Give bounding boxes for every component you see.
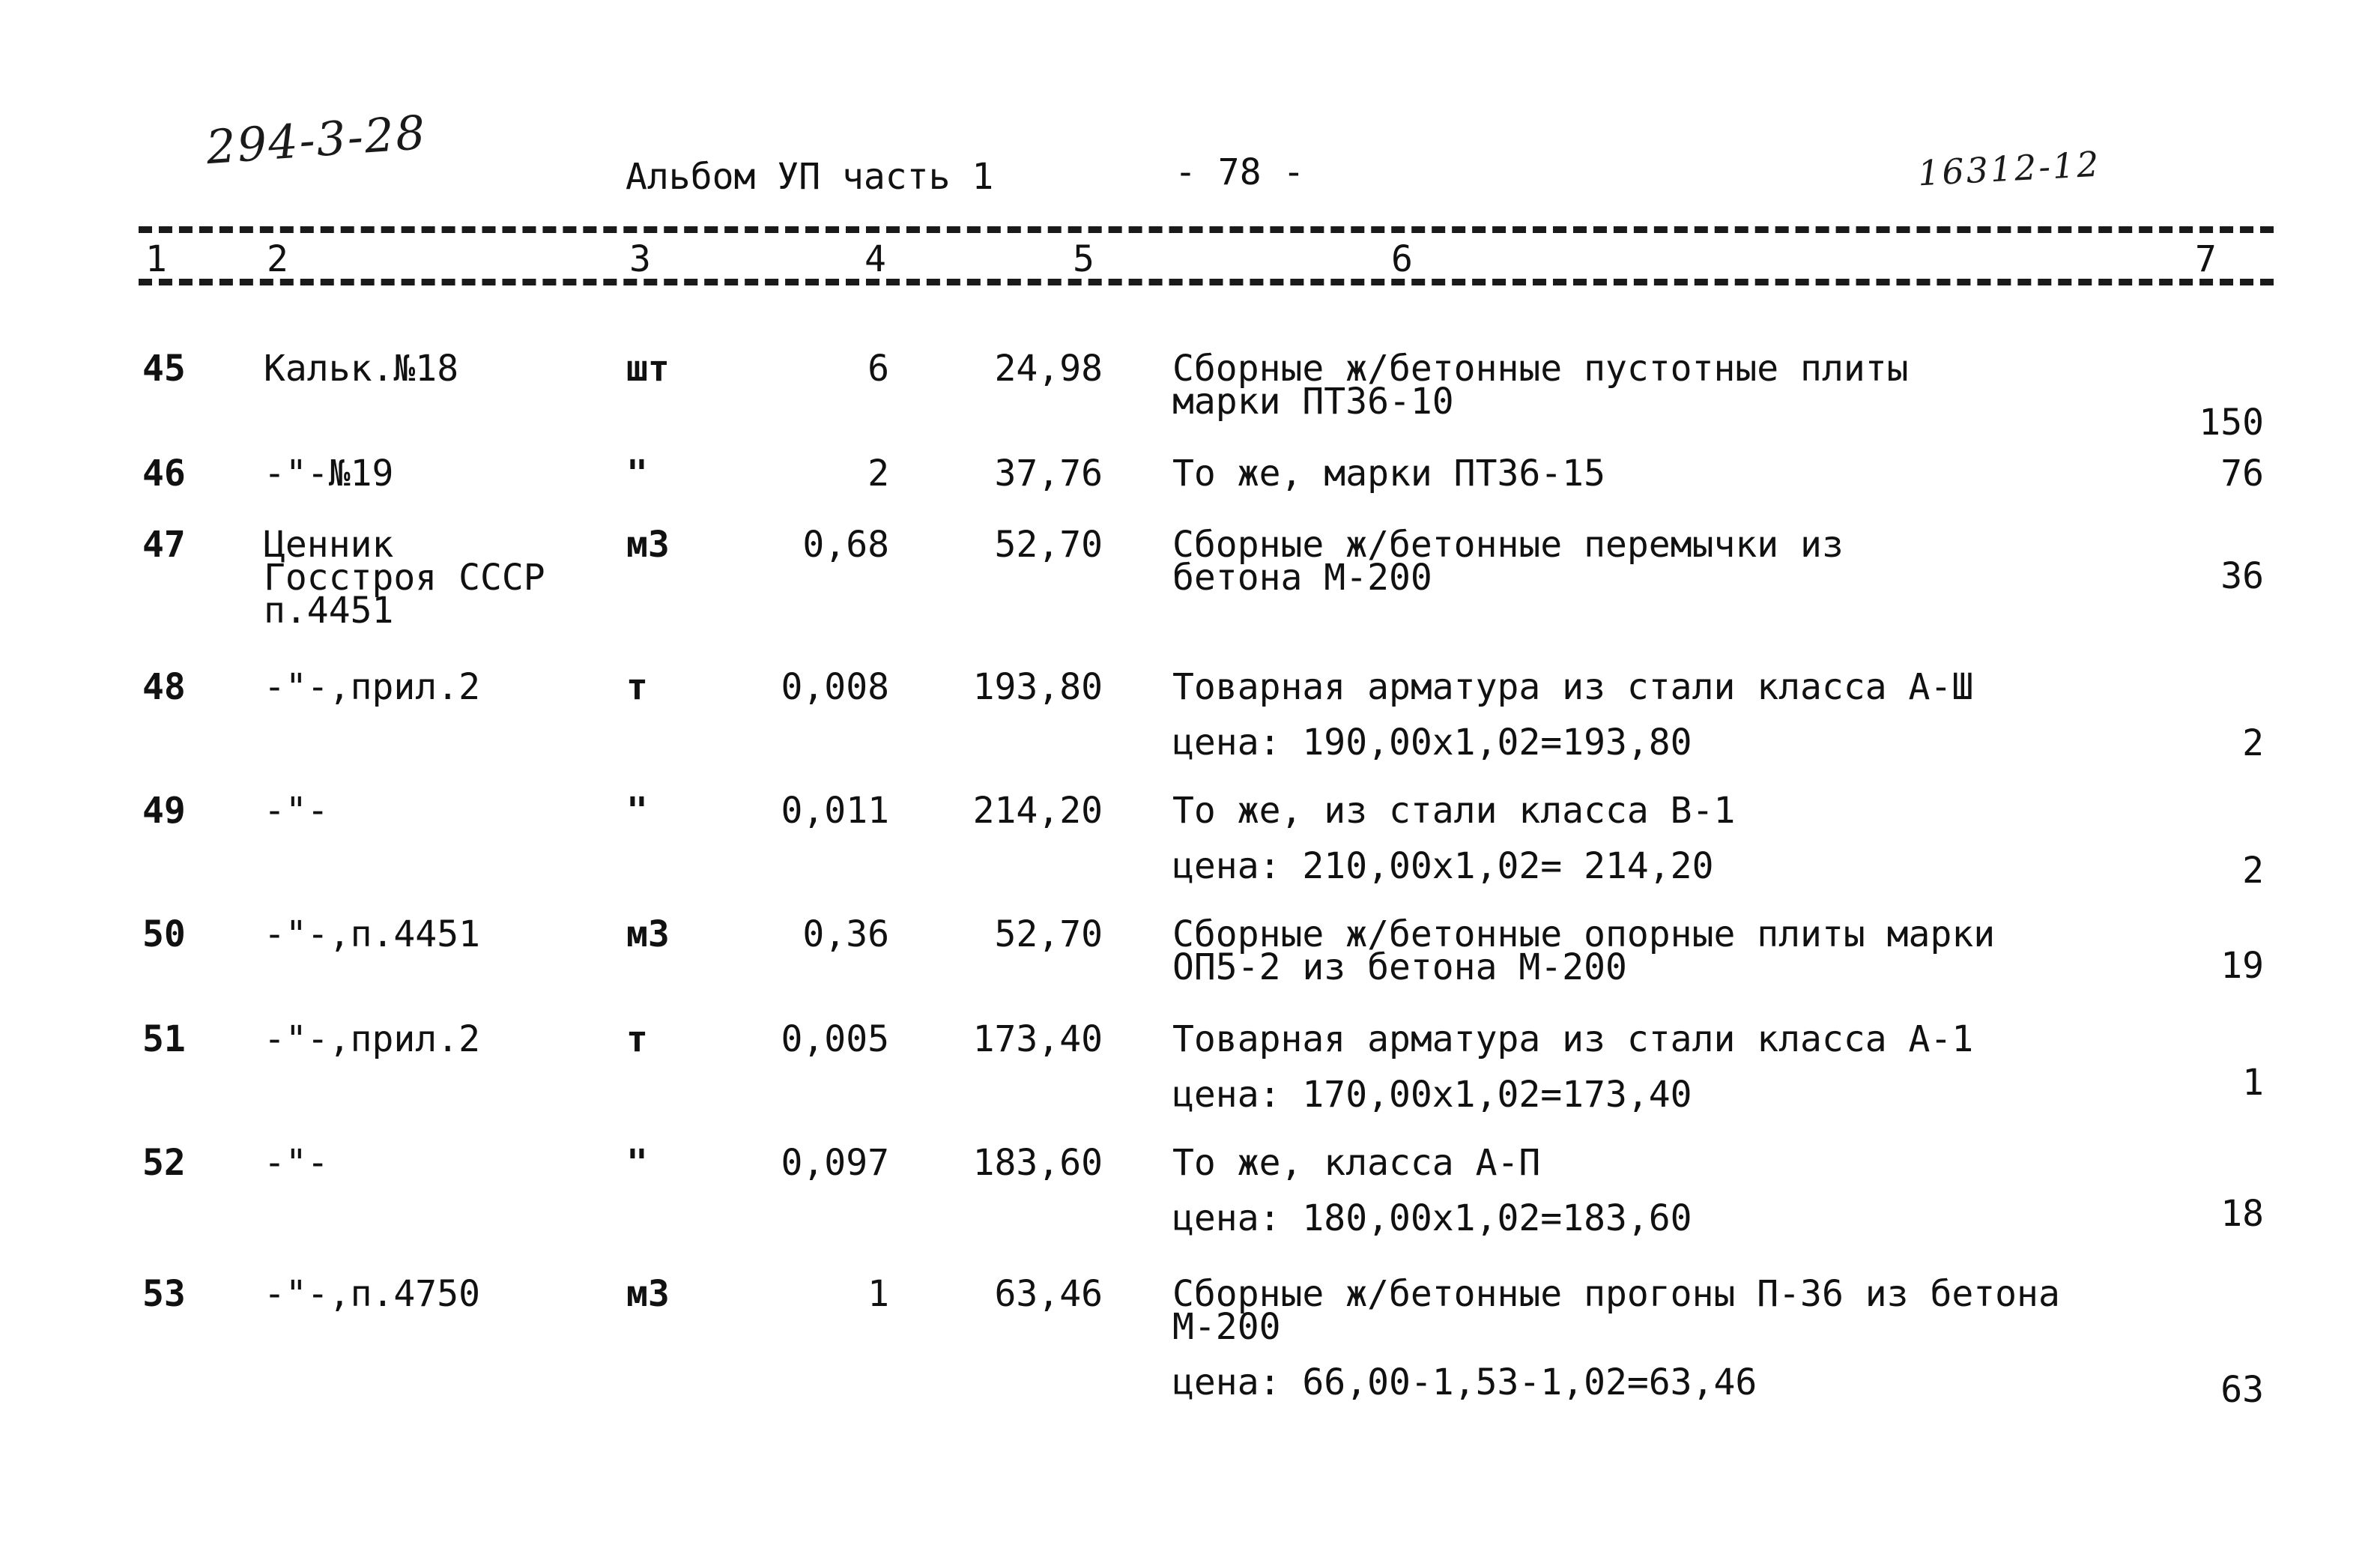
quantity: 0,097	[781, 1142, 889, 1184]
unit-price: 173,40	[972, 1018, 1103, 1060]
row-number: 46	[142, 453, 186, 495]
row-number: 53	[142, 1273, 186, 1315]
total-cost: 150	[2199, 402, 2264, 444]
column-number: 1	[142, 238, 170, 280]
unit: м3	[626, 524, 670, 566]
column-number-row	[0, 238, 2380, 283]
row-number: 49	[142, 790, 186, 832]
price-reference-line: Кальк.№18	[264, 348, 459, 390]
quantity: 2	[867, 453, 889, 495]
unit: "	[626, 790, 648, 832]
unit-price: 52,70	[994, 913, 1103, 955]
price-reference	[264, 1142, 329, 1184]
description	[1172, 524, 1844, 599]
row-number: 45	[142, 348, 186, 390]
quantity: 0,011	[781, 790, 889, 832]
quantity: 0,005	[781, 1018, 889, 1060]
price-reference-line: -"-	[264, 1142, 329, 1184]
description-line: Товарная арматура из стали класса А-Ш	[1172, 666, 1974, 708]
page-number: - 78 -	[1175, 151, 1305, 193]
quantity: 6	[867, 348, 889, 390]
total-cost: 36	[2220, 555, 2264, 597]
price-reference-line: Госстроя СССР	[264, 557, 545, 599]
quantity: 1	[867, 1273, 889, 1315]
price-reference	[264, 666, 480, 708]
total-cost: 2	[2242, 722, 2264, 764]
unit-price: 37,76	[994, 453, 1103, 495]
unit: м3	[626, 1273, 670, 1315]
handwritten-code-left: 294-3-28	[204, 104, 429, 175]
unit: "	[626, 453, 648, 495]
row-number: 48	[142, 666, 186, 708]
description-line: Сборные ж/бетонные прогоны П-36 из бетона	[1172, 1273, 2060, 1315]
row-number: 47	[142, 524, 186, 566]
price-calculation: цена: 170,00х1,02=173,40	[1172, 1074, 1692, 1116]
price-reference	[264, 790, 329, 832]
header-bottom-dashed-rule	[139, 279, 2274, 285]
unit-price: 214,20	[972, 790, 1103, 832]
price-reference	[264, 913, 480, 955]
price-reference-line: -"-,прил.2	[264, 1018, 480, 1060]
total-cost: 2	[2242, 850, 2264, 892]
price-reference-line: -"-	[264, 790, 329, 832]
description-line: То же, класса А-П	[1172, 1142, 1541, 1184]
column-number: 6	[1388, 238, 1416, 280]
unit-price: 24,98	[994, 348, 1103, 390]
quantity: 0,36	[802, 913, 889, 955]
unit-price: 183,60	[972, 1142, 1103, 1184]
column-number: 3	[626, 238, 654, 280]
unit: т	[626, 666, 648, 708]
price-calculation: цена: 210,00х1,02= 214,20	[1172, 845, 1714, 887]
price-calculation: цена: 66,00-1,53-1,02=63,46	[1172, 1361, 1757, 1403]
price-reference	[264, 524, 545, 632]
total-cost: 63	[2220, 1369, 2264, 1411]
header-top-dashed-rule	[139, 226, 2274, 233]
column-number: 7	[2192, 238, 2220, 280]
description	[1172, 1018, 1974, 1116]
price-reference-line: п.4451	[264, 590, 394, 632]
unit: "	[626, 1142, 648, 1184]
total-cost: 18	[2220, 1193, 2264, 1235]
price-reference	[264, 453, 394, 495]
column-number: 2	[264, 238, 291, 280]
price-reference	[264, 1018, 480, 1060]
description	[1172, 348, 1909, 423]
total-cost: 1	[2242, 1062, 2264, 1104]
price-reference-line: -"-№19	[264, 453, 394, 495]
unit-price: 63,46	[994, 1273, 1103, 1315]
description-line: То же, из стали класса В-1	[1172, 790, 1736, 832]
price-calculation: цена: 180,00х1,02=183,60	[1172, 1197, 1692, 1239]
price-reference-line: -"-,п.4451	[264, 913, 480, 955]
description-line: То же, марки ПТ36-15	[1172, 453, 1605, 495]
description-line: Товарная арматура из стали класса А-1	[1172, 1018, 1974, 1060]
column-number: 4	[862, 238, 889, 280]
row-number: 52	[142, 1142, 186, 1184]
unit-price: 52,70	[994, 524, 1103, 566]
total-cost: 19	[2220, 945, 2264, 987]
description-line: Сборные ж/бетонные пустотные плиты	[1172, 348, 1909, 390]
description-line: ОП5-2 из бетона М-200	[1172, 946, 1627, 988]
description-line: Сборные ж/бетонные опорные плиты марки	[1172, 913, 1996, 955]
description	[1172, 666, 1974, 764]
description-line: бетона М-200	[1172, 557, 1432, 599]
quantity: 0,008	[781, 666, 889, 708]
price-reference	[264, 1273, 480, 1315]
row-number: 50	[142, 913, 186, 955]
description-line: марки ПТ36-10	[1172, 381, 1454, 423]
quantity: 0,68	[802, 524, 889, 566]
handwritten-code-right: 16312-12	[1916, 143, 2102, 194]
description	[1172, 1142, 1692, 1239]
price-reference-line: -"-,п.4750	[264, 1273, 480, 1315]
unit: т	[626, 1018, 648, 1060]
description	[1172, 790, 1736, 887]
column-number: 5	[1070, 238, 1097, 280]
price-calculation: цена: 190,00х1,02=193,80	[1172, 722, 1692, 764]
album-title: Альбом УП часть 1	[626, 156, 994, 198]
description-line: М-200	[1172, 1306, 1281, 1348]
price-reference-line: -"-,прил.2	[264, 666, 480, 708]
price-reference	[264, 348, 459, 390]
description-line: Сборные ж/бетонные перемычки из	[1172, 524, 1844, 566]
unit: м3	[626, 913, 670, 955]
row-number: 51	[142, 1018, 186, 1060]
description	[1172, 1273, 2060, 1403]
description	[1172, 453, 1605, 495]
unit: шт	[626, 348, 670, 390]
description	[1172, 913, 1996, 988]
total-cost: 76	[2220, 453, 2264, 495]
price-reference-line: Ценник	[264, 524, 394, 566]
unit-price: 193,80	[972, 666, 1103, 708]
